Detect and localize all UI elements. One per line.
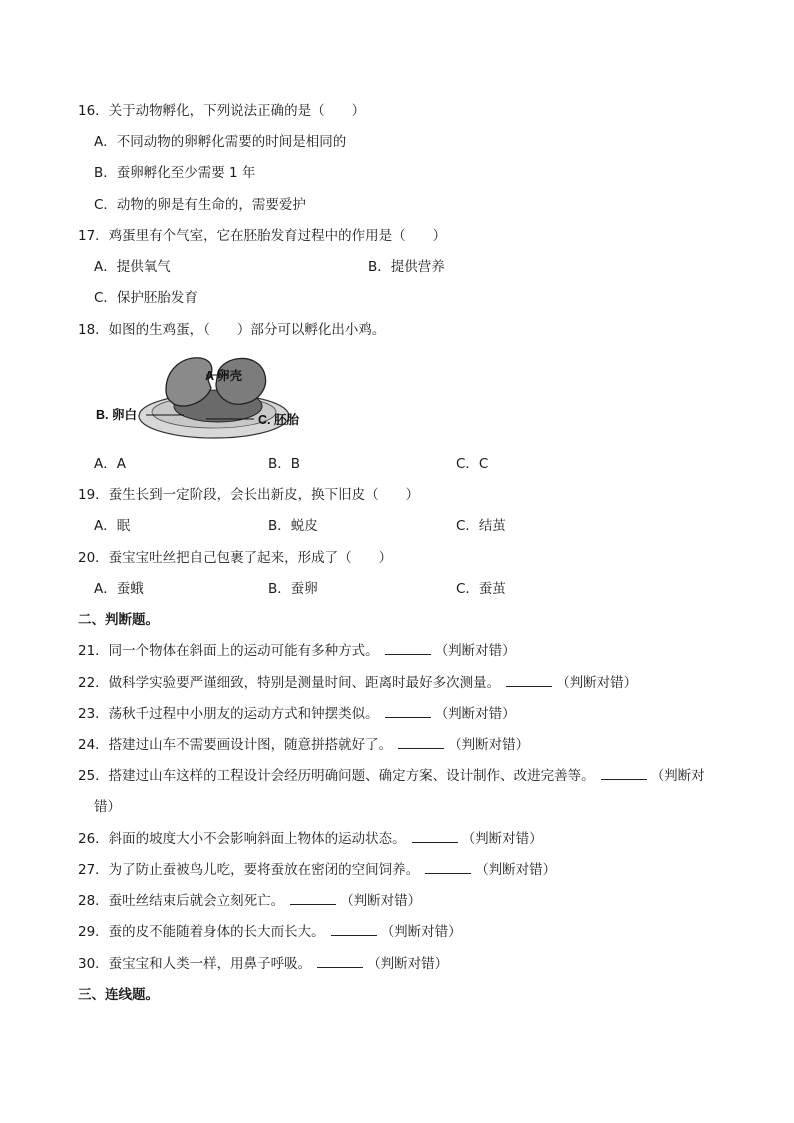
- answer-blank[interactable]: [385, 705, 431, 718]
- judge-25: 25．搭建过山车这样的工程设计会经历明确问题、确定方案、设计制作、改进完善等。 （判断对: [78, 768, 705, 784]
- section-match-heading: 三、连线题。: [78, 987, 159, 1003]
- option-16b: B．蚕卵孵化至少需要 1 年: [94, 165, 256, 181]
- option-16a: A．不同动物的卵孵化需要的时间是相同的: [94, 134, 347, 150]
- label-b-white: B. 卵白: [96, 408, 137, 422]
- answer-blank[interactable]: [425, 861, 471, 874]
- answer-blank[interactable]: [317, 955, 363, 968]
- judge-30: 30．蚕宝宝和人类一样，用鼻子呼吸。 （判断对错）: [78, 956, 449, 972]
- judge-28: 28．蚕吐丝结束后就会立刻死亡。 （判断对错）: [78, 893, 422, 909]
- question-20: 20．蚕宝宝吐丝把自己包裹了起来，形成了（ ）: [78, 550, 393, 566]
- question-18: 18．如图的生鸡蛋，（ ）部分可以孵化出小鸡。: [78, 322, 386, 338]
- option-18c: C．C: [456, 456, 489, 472]
- option-17b: B．提供营养: [368, 259, 445, 275]
- answer-blank[interactable]: [385, 642, 431, 655]
- judge-27: 27．为了防止蚕被鸟儿吃，要将蚕放在密闭的空间饲养。 （判断对错）: [78, 862, 557, 878]
- option-17a: A．提供氧气: [94, 259, 171, 275]
- answer-blank[interactable]: [412, 830, 458, 843]
- question-17: 17．鸡蛋里有个气室，它在胚胎发育过程中的作用是（ ）: [78, 228, 447, 244]
- section-judge-heading: 二、判断题。: [78, 612, 159, 628]
- option-20b: B．蚕卵: [268, 581, 318, 597]
- egg-diagram: [96, 350, 311, 442]
- judge-26: 26．斜面的坡度大小不会影响斜面上物体的运动状态。 （判断对错）: [78, 831, 543, 847]
- option-19b: B．蜕皮: [268, 518, 318, 534]
- option-19a: A．眠: [94, 518, 131, 534]
- option-18b: B．B: [268, 456, 301, 472]
- question-16: 16．关于动物孵化，下列说法正确的是（ ）: [78, 103, 366, 119]
- question-19: 19．蚕生长到一定阶段，会长出新皮，换下旧皮（ ）: [78, 487, 420, 503]
- answer-blank[interactable]: [506, 674, 552, 687]
- option-20a: A．蚕蛾: [94, 581, 144, 597]
- label-c-embryo: C. 胚胎: [258, 413, 299, 427]
- judge-24: 24．搭建过山车不需要画设计图，随意拼搭就好了。 （判断对错）: [78, 737, 530, 753]
- answer-blank[interactable]: [331, 923, 377, 936]
- answer-blank[interactable]: [601, 767, 647, 780]
- option-19c: C．结茧: [456, 518, 506, 534]
- judge-25-wrap: 错）: [94, 799, 121, 815]
- judge-23: 23．荡秋千过程中小朋友的运动方式和钟摆类似。 （判断对错）: [78, 706, 516, 722]
- judge-21: 21．同一个物体在斜面上的运动可能有多种方式。 （判断对错）: [78, 643, 516, 659]
- answer-blank[interactable]: [398, 736, 444, 749]
- option-20c: C．蚕茧: [456, 581, 506, 597]
- option-17c: C．保护胚胎发育: [94, 290, 198, 306]
- option-16c: C．动物的卵是有生命的，需要爱护: [94, 197, 306, 213]
- judge-22: 22．做科学实验要严谨细致，特别是测量时间、距离时最好多次测量。 （判断对错）: [78, 675, 638, 691]
- judge-29: 29．蚕的皮不能随着身体的长大而长大。 （判断对错）: [78, 924, 462, 940]
- answer-blank[interactable]: [290, 892, 336, 905]
- option-18a: A．A: [94, 456, 126, 472]
- label-a-shell: A 卵壳: [205, 369, 243, 383]
